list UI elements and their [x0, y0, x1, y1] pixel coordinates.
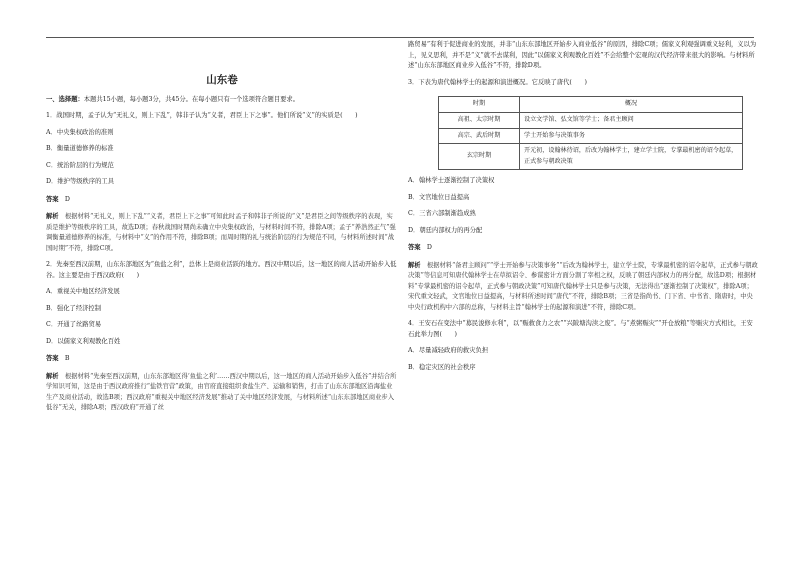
q3-answer [408, 243, 758, 254]
section-label: 一、选择题： [46, 95, 84, 103]
header-rule [46, 37, 754, 38]
q3-table [438, 96, 743, 170]
q2-exp-text: 根据材料“先秦至西汉前期，山东东部地区得‘鱼盐之利’……西汉中期以后，这一地区的商人活动开始步入低谷”并结合所学知识可知，这是由于西汉政府推行“盐铁官营”政策，由官府直接组织食盐生产、运输和销售，打击了山东东部地区沿海盐业生产及商业活动，故选B项；西汉政府“重视关中地区经济发展”推动了关中地区经济发展，与材料所述“山东东部地区商业步入低谷”无关，排除A项；西汉政府“开通了丝 [46, 372, 397, 411]
table-cell-overview: 设立文学馆、弘文馆等学士；备君主顾问 [520, 113, 743, 129]
q2-answer-label: 答案 [46, 355, 59, 362]
table-header-overview: 概况 [520, 97, 743, 113]
q4-option-b: B．稳定灾区的社会秩序 [408, 363, 476, 371]
q1-exp-text: 根据材料“无礼义，则上下乱”“义者，君臣上下之事”可知此时孟子和韩非子所说的“义”是君臣之间等级秩序的表现，实质是维护等级秩序的工具，故选D项；春秋战国时期尚未确立中央集权政治，与材料时间不符，排除A项；孟子“养浩然正气”强调衡量道德修养的标准，与材料中“义”的作用不符，排除B项；而周时期的礼与统治阶层的行为规范不同，与材料所述时间“战国时期”不符，排除C项。 [46, 213, 396, 252]
q3-answer-value: D [426, 244, 432, 251]
table-cell-overview: 开元初，设翰林待诏，后改为翰林学士，建立学士院，专掌最机密的诏令起草，正式参与朝政决策 [520, 144, 743, 170]
q2-option-a: A．重视关中地区经济发展 [46, 288, 120, 295]
q3-exp-label: 解析 [408, 261, 421, 269]
q2-option-b: B．强化了经济控制 [46, 304, 102, 312]
q1-exp-label: 解析 [46, 213, 59, 220]
right-column [408, 40, 758, 373]
q1-answer-label: 答案 [46, 195, 59, 203]
section-header [46, 95, 398, 106]
q2-answer [46, 354, 398, 365]
q1-option-b: B．衡量道德修养的标准 [46, 145, 114, 152]
q3-option-a: A．翰林学士逐渐控制了决策权 [408, 177, 495, 184]
q1-option-d: D．维护等级秩序的工具 [46, 178, 115, 185]
q2-option-d: D．以儒家义利观教化百姓 [46, 337, 121, 345]
q3-option-d: D．朝廷内部权力的再分配 [408, 226, 483, 234]
q1-stem: 1．战国时期，孟子认为“无礼义，则上下乱”，韩非子认为“义者，君臣上下之事”。他们所说“义”的实质是( ) [46, 112, 358, 119]
q1-answer [46, 195, 398, 206]
q3-exp-text: 根据材料“备君主顾问”“学士开始参与决策事务”“后改为翰林学士，建立学士院，专掌最机密的诏令起草，正式参与朝政决策”等信息可知唐代翰林学士在草拟诏令、参谋密计方面分割了宰相之权，反映了朝廷内部权力的再分配，故选D项；根据材料“专掌最机密的诏令起草，正式参与朝政决策”可知唐代翰林学士只是参与决策，无法得出“逐渐控制了决策权”，排除A项；宋代重文轻武，文官地位日益提高，与材料所述时间“唐代”不符，排除B项；三省是指尚书、门下省、中书省、隋唐时，中央中央行政机构中六部的总称，与材料主旨“翰林学士的起源和演进”不符，排除C项。 [408, 261, 758, 311]
q1-option-c: C．统治阶层的行为规范 [46, 161, 114, 169]
q4-option-a: A．尽量减轻政府的救灾负担 [408, 347, 489, 354]
table-header-period: 时期 [439, 97, 520, 113]
q4-stem: 4．王安石在变法中“募民浚修水利”，以“赈救食力之农”“兴陂塘沟渎之废”。与“煮粥赈灾”“开仓放粮”等赈灾方式相比，王安石此举力图( ) [408, 320, 753, 338]
table-header-row [439, 97, 743, 113]
q3-stem: 3．下表为唐代翰林学士的起源和演进概况。它反映了唐代( ) [408, 78, 587, 86]
table-row [439, 113, 743, 129]
table-cell-period: 玄宗时期 [439, 144, 520, 170]
q2-exp-label: 解析 [46, 372, 59, 380]
section-note: 本题共15小题，每小题3分，共45分。在每小题只有一个选项符合题目要求。 [83, 95, 300, 103]
q2-stem: 2．先秦至西汉前期，山东东部地区为“鱼盐之利”，总体上是商业活跃的地方。西汉中期以后，这一地区的商人活动开始步入低谷。这主要是由于西汉政府( ) [46, 261, 397, 279]
q2-option-c: C．开通了丝路贸易 [46, 321, 102, 328]
table-row [439, 144, 743, 170]
q3-option-b: B．文官地位日益提高 [408, 193, 470, 201]
q3-answer-label: 答案 [408, 244, 421, 251]
q2-explanation-cont: 路贸易”有利于促进商业的发展，并非“山东东部地区开始步入商业低谷”的原因，排除C项；儒家义利观强调重义轻利，义以为上，见义思利，并不是“义”就不去谋利，因此“以儒家义利观教化百姓”不会给整个宏观的汉代经济带来很大的影响。与材料所述“山东东部地区商业步入低谷”不符，排除D项。 [408, 41, 757, 69]
q2-explanation [46, 372, 398, 414]
table-cell-overview: 学士开始参与决策事务 [520, 128, 743, 144]
q2-answer-value: B [64, 355, 70, 362]
table-row [439, 128, 743, 144]
q1-explanation [46, 212, 398, 254]
page-title: 山东卷 [206, 74, 238, 86]
q1-option-a: A．中央集权政治的准则 [46, 128, 114, 136]
q1-answer-value: D [64, 195, 70, 203]
table-cell-period: 高祖、太宗时期 [439, 113, 520, 129]
left-column [46, 40, 398, 414]
q3-explanation [408, 261, 758, 314]
q3-option-c: C．三省六部制渐趋成熟 [408, 210, 476, 217]
table-cell-period: 高宗、武后时期 [439, 128, 520, 144]
